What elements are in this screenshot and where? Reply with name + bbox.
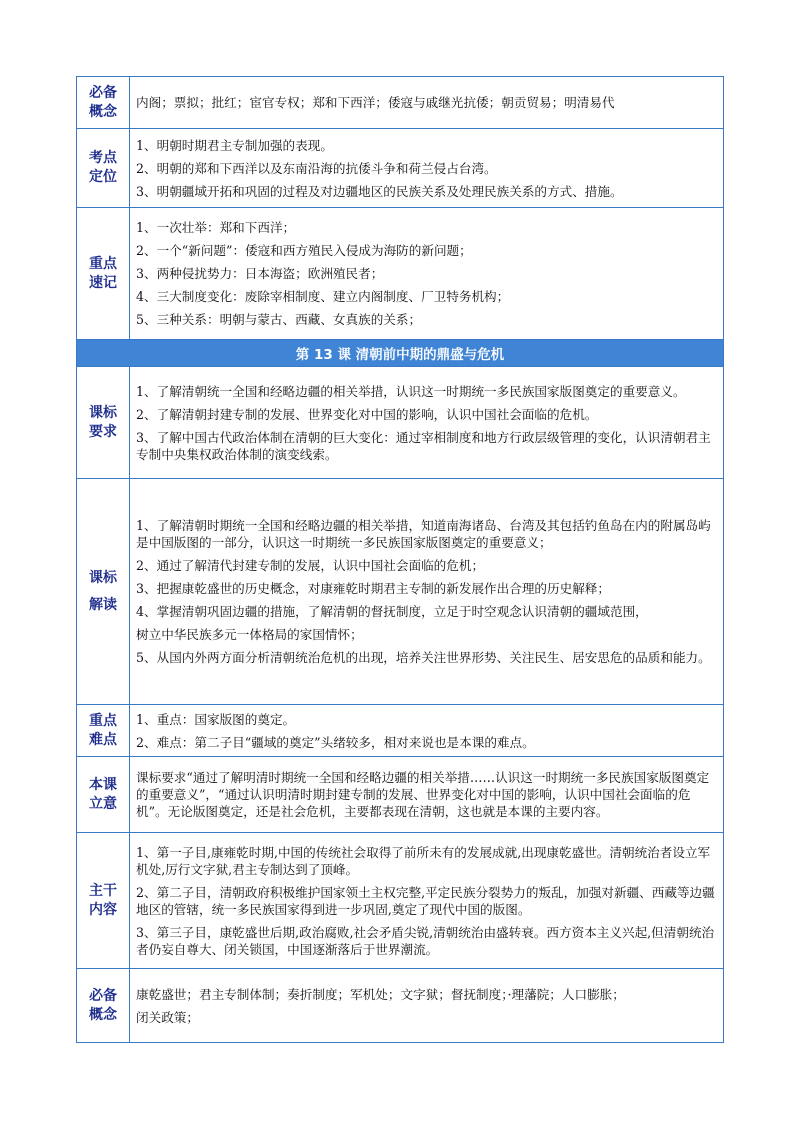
row-content [130, 129, 724, 208]
row-label [77, 757, 130, 833]
content-line: 闭关政策； [136, 1009, 199, 1025]
content-line: 康乾盛世；君主专制体制；奏折制度；军机处；文字狱；督抚制度；·理藩院；人口膨胀； [136, 986, 625, 1002]
content-line: 3、两种侵扰势力：日本海盗；欧洲殖民者； [136, 266, 384, 281]
row-label-line: 要求 [89, 423, 117, 440]
lesson-table [76, 76, 724, 1043]
row-label-line: 必备 [89, 987, 117, 1004]
row-label [77, 208, 130, 340]
table-row [77, 340, 724, 367]
content-line: 4、掌握清朝巩固边疆的措施，了解清朝的督抚制度，立足于时空观念认识清朝的疆域范围， [136, 604, 648, 619]
content-line: 4、三大制度变化：废除宰相制度、建立内阁制度、厂卫特务机构； [136, 289, 510, 304]
row-label-line: 主干 [89, 882, 117, 899]
row-content [130, 969, 724, 1043]
content-line: 2、难点：第二子目“疆域的奠定”头绪较多，相对来说也是本课的难点。 [136, 734, 535, 750]
content-line: 3、了解中国古代政治体制在清朝的巨大变化：通过宰相制度和地方行政层级管理的变化，认识清朝君主专制中央集权政治体制的演变线索。 [136, 429, 711, 462]
row-content [130, 705, 724, 757]
table-row [77, 833, 724, 969]
content-line: 5、三种关系：明朝与蒙古、西藏、女真族的关系； [136, 312, 422, 327]
table-row [77, 479, 724, 705]
content-line: 3、把握康乾盛世的历史概念，对康雍乾时期君主专制的新发展作出合理的历史解释； [136, 581, 610, 596]
row-label-line: 重点 [89, 255, 117, 272]
table-row [77, 208, 724, 340]
table-row [77, 705, 724, 757]
row-label-line: 解读 [89, 596, 117, 613]
row-label [77, 833, 130, 969]
row-content [130, 757, 724, 833]
row-label-line: 内容 [89, 901, 117, 918]
content-line: 1、第一子目,康雍乾时期,中国的传统社会取得了前所未有的发展成就,出现康乾盛世。清朝统治者设立军机处,厉行文字狱,君主专制达到了顶峰。 [136, 844, 711, 877]
row-content [130, 208, 724, 340]
content-line: 2、明朝的郑和下西洋以及东南沿海的抗倭斗争和荷兰侵占台湾。 [136, 160, 497, 176]
row-label-line: 概念 [89, 103, 117, 120]
row-label-line: 定位 [89, 169, 117, 185]
row-label [77, 367, 130, 479]
content-line: 2、第二子目，清朝政府积极维护国家领土主权完整,平定民族分裂势力的叛乱，加强对新疆、西藏等边疆地区的管辖，统一多民族国家得到进一步巩固,奠定了现代中国的版图。 [136, 884, 715, 917]
content-line: 3、明朝疆域开拓和巩固的过程及对边疆地区的民族关系及处理民族关系的方式、措施。 [136, 183, 623, 199]
row-content [130, 479, 724, 705]
content-line: 1、一次壮举：郑和下西洋； [136, 220, 296, 235]
row-label-line: 速记 [89, 274, 117, 291]
row-label-line: 概念 [89, 1006, 117, 1023]
row-label-line: 立意 [89, 795, 117, 812]
content-line: 1、明朝时期君主专制加强的表现。 [136, 137, 333, 153]
row-label-line: 必备 [89, 84, 117, 101]
content-line: 2、通过了解清代封建专制的发展，认识中国社会面临的危机； [136, 558, 485, 573]
table-row [77, 129, 724, 208]
content-line: 树立中华民族多元一体格局的家国情怀； [136, 627, 363, 642]
row-label [77, 77, 130, 129]
lesson-title: 第 13 课 清朝前中期的鼎盛与危机 [77, 340, 724, 367]
table-row [77, 757, 724, 833]
row-content [130, 77, 724, 129]
content-line: 1、重点：国家版图的奠定。 [136, 711, 296, 727]
row-label-line: 课标 [89, 404, 117, 421]
row-content [130, 367, 724, 479]
content-line: 2、一个“新问题”：倭寇和西方殖民入侵成为海防的新问题； [136, 243, 472, 258]
row-label-line: 本课 [89, 776, 117, 793]
row-label-line: 重点 [89, 712, 117, 729]
content-line: 课标要求“通过了解明清时期统一全国和经略边疆的相关举措……认识这一时期统一多民族国家版图奠定的重要意义”，“通过认识明清时期封建专制的发展、世界变化对中国的影响，认识中国社会面临的危机”。无论版图奠定，还是社会危机，主要都表现在清朝，这也就是本课的主要内容。 [136, 770, 710, 819]
row-label-line: 难点 [89, 731, 117, 748]
content-line: 2、了解清朝封建专制的发展、世界变化对中国的影响，认识中国社会面临的危机。 [136, 406, 598, 422]
table-row [77, 367, 724, 479]
content-line: 内阁；票拟；批红；宦官专权；郑和下西洋；倭寇与戚继光抗倭；朝贡贸易；明清易代 [136, 95, 615, 110]
table-row [77, 77, 724, 129]
content-line: 3、第三子目，康乾盛世后期,政治腐败,社会矛盾尖锐,清朝统治由盛转衰。西方资本主义兴起,但清朝统治者仍妄自尊大、闭关锁国，中国逐渐落后于世界潮流。 [136, 924, 715, 957]
table-row [77, 969, 724, 1043]
row-label [77, 479, 130, 705]
row-content [130, 833, 724, 969]
content-line: 1、了解清朝时期统一全国和经略边疆的相关举措，知道南海诸岛、台湾及其包括钓鱼岛在内的附属岛屿是中国版图的一部分，认识这一时期统一多民族国家版图奠定的重要意义； [136, 518, 711, 550]
row-label-line: 考点 [89, 150, 117, 166]
content-line: 5、从国内外两方面分析清朝统治危机的出现，培养关注世界形势、关注民生、居安思危的品质和能力。 [136, 650, 711, 665]
content-line: 1、了解清朝统一全国和经略边疆的相关举措，认识这一时期统一多民族国家版图奠定的重要意义。 [136, 383, 686, 399]
row-label [77, 969, 130, 1043]
row-label-line: 课标 [89, 569, 117, 586]
row-label [77, 705, 130, 757]
row-label [77, 129, 130, 208]
